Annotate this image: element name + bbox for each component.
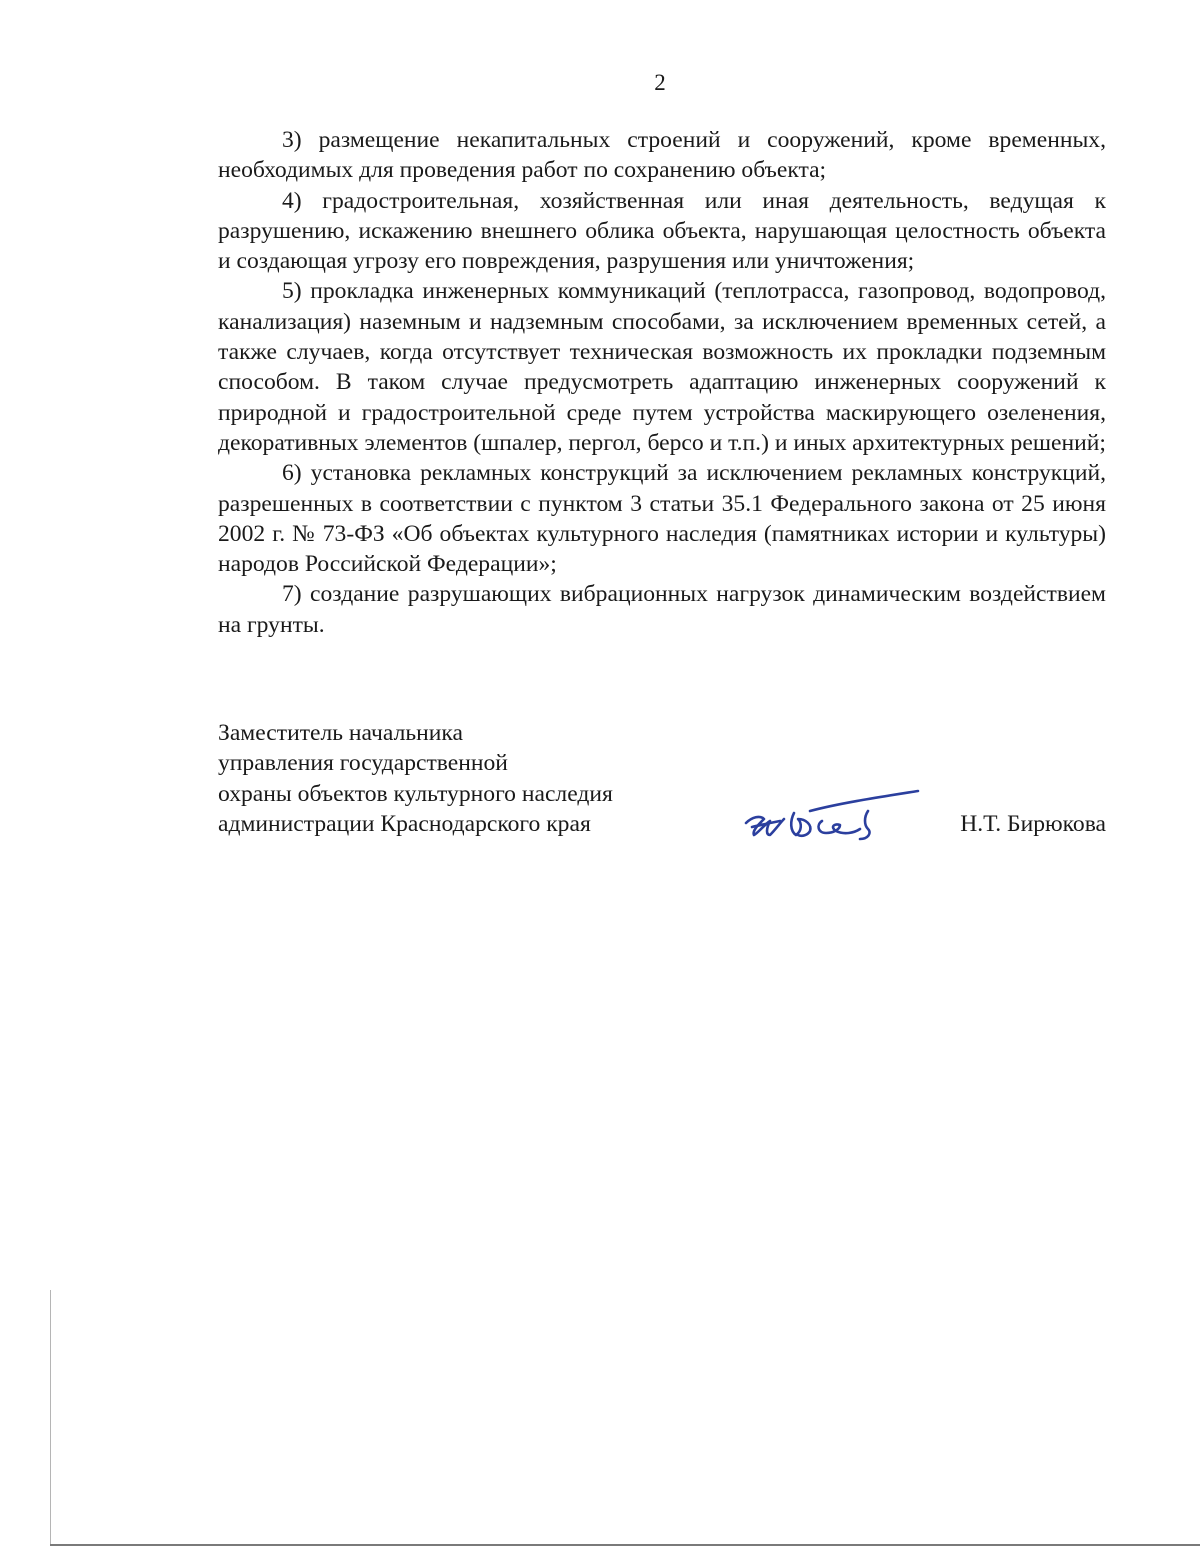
page-number: 2: [654, 70, 666, 95]
paragraph-item-5: 5) прокладка инженерных коммуникаций (теплотрасса, газопровод, водопровод, канализация) наземным и надземным способами, за исключением временных сетей, а также случаев, когда отсутствует техническая возможность их прокладки подземным способом. В таком случае предусмотреть адаптацию инженерных сооружений к природной и градостроительной среде путем устройства маскирующего озеленения, декоративных элементов (шпалер, пергол, берсо и т.п.) и иных архитектурных решений;: [218, 278, 1106, 456]
scan-edge-bottom: [50, 1544, 1200, 1546]
position-line: администрации Краснодарского края: [218, 810, 591, 837]
paragraph-item-7: 7) создание разрушающих вибрационных нагрузок динамическим воздействием на грунты.: [218, 581, 1106, 638]
signatory-position: [218, 718, 613, 839]
handwritten-signature-icon: [740, 773, 920, 853]
signature-block: [218, 718, 1106, 848]
paragraph-item-3: 3) размещение некапитальных строений и сооружений, кроме временных, необходимых для проведения работ по сохранению объекта;: [218, 127, 1106, 184]
position-line: управления государственной: [218, 750, 508, 777]
paragraph-item-4: 4) градостроительная, хозяйственная или иная деятельность, ведущая к разрушению, искажению внешнего облика объекта, нарушающая целостность объекта и создающая угрозу его повреждения, разрушения или уничтожения;: [218, 187, 1106, 275]
position-line: Заместитель начальника: [218, 720, 463, 746]
position-line: охраны объектов культурного наследия: [218, 780, 613, 807]
signatory-name: Н.Т. Бирюкова: [960, 811, 1106, 837]
document-body: [218, 125, 1106, 640]
scan-edge-left: [50, 1290, 51, 1546]
paragraph-item-6: 6) установка рекламных конструкций за исключением рекламных конструкций, разрешенных в соответствии с пунктом 3 статьи 35.1 Федерального закона от 25 июня 2002 г. № 73-ФЗ «Об объектах культурного наследия (памятниках истории и культуры) народов Российской Федерации»;: [218, 460, 1106, 578]
